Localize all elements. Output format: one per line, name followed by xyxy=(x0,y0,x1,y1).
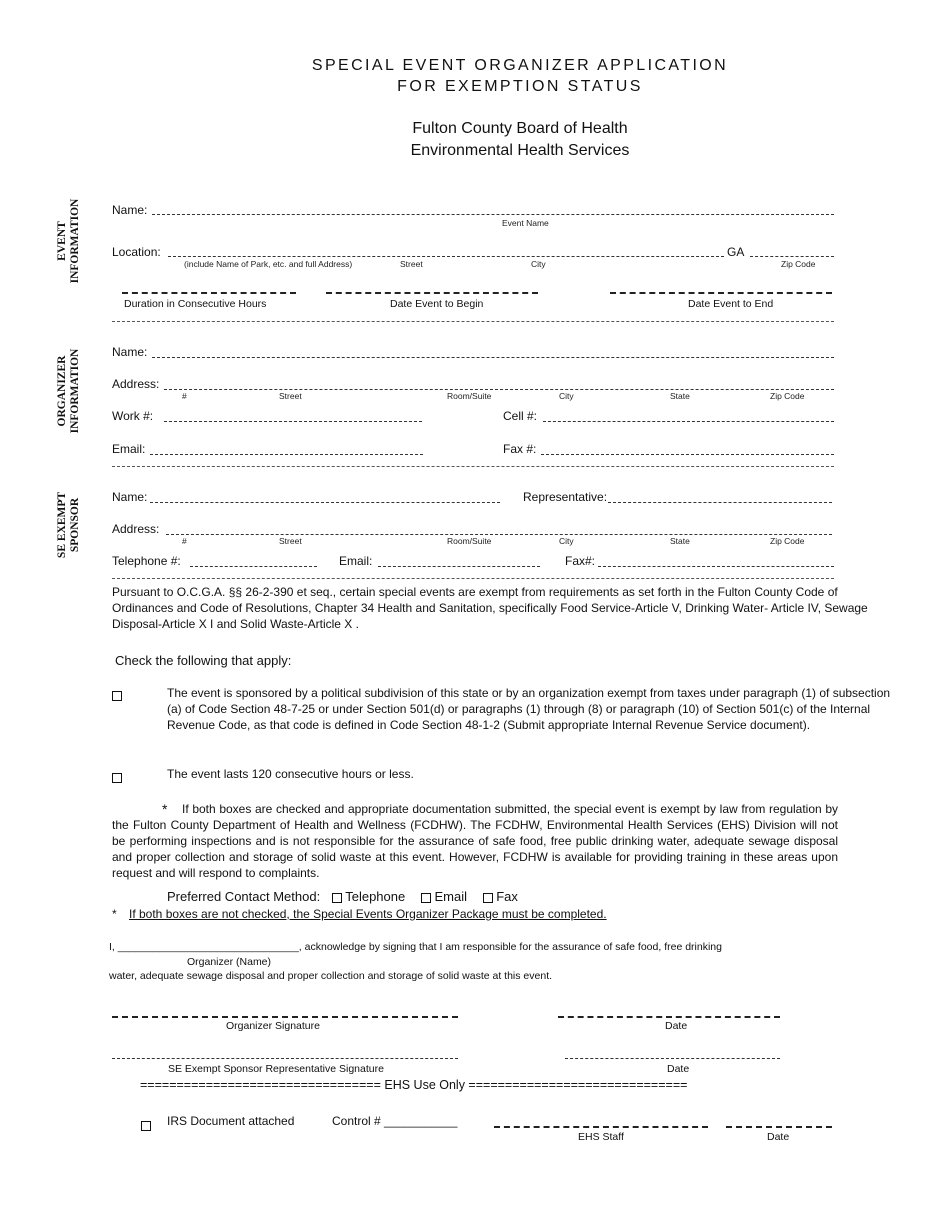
check-heading: Check the following that apply: xyxy=(115,653,292,668)
sponsor-name-label: Name: xyxy=(112,490,148,504)
contact-method-label: Preferred Contact Method: xyxy=(167,889,321,904)
organizer-address-field[interactable] xyxy=(164,389,834,390)
date-end-caption: Date Event to End xyxy=(688,298,774,310)
event-state-ga: GA xyxy=(727,245,745,259)
sponsor-date-caption: Date xyxy=(667,1063,690,1075)
sponsor-email-field[interactable] xyxy=(378,566,540,567)
event-location-field[interactable] xyxy=(168,256,724,257)
sponsor-state-caption: State xyxy=(670,536,690,546)
checkbox-item2-text: The event lasts 120 consecutive hours or less. xyxy=(167,767,414,781)
organizer-city-caption: City xyxy=(559,391,574,401)
organizer-zip-caption: Zip Code xyxy=(770,391,805,401)
ehs-staff-field[interactable] xyxy=(494,1126,708,1128)
org-name: Fulton County Board of Health xyxy=(412,120,628,137)
contact-telephone-checkbox[interactable] xyxy=(332,889,342,904)
section-divider xyxy=(112,578,834,579)
event-name-field[interactable] xyxy=(152,214,834,215)
organizer-fax-label: Fax #: xyxy=(503,442,537,456)
event-street-caption: Street xyxy=(400,259,423,269)
exemption-paragraph: If both boxes are checked and appropriate documentation submitted, the special event is exempt by law from regulation by the Fulton County Department of Health and Wellness (FCDHW). The FCDHW, Environmental Health Services (EHS) Division will not be performing inspections and is not responsible for the assurance of safe food, free public drinking water, adequate sewage disposal and proper collection and storage of solid waste at this event. However, FCDHW is available for providing training in these areas upon request and will respond to complaints. xyxy=(112,802,838,880)
sponsor-zip-caption: Zip Code xyxy=(770,536,805,546)
ehs-staff-caption: EHS Staff xyxy=(578,1131,624,1143)
organizer-date-field[interactable] xyxy=(558,1016,780,1018)
event-location-caption: (include Name of Park, etc. and full Address) xyxy=(184,259,353,269)
organizer-num-caption: # xyxy=(182,391,187,401)
sponsor-address-field[interactable] xyxy=(166,534,832,535)
ack-text: acknowledge by signing that I am responsible for the assurance of safe food, free drinking xyxy=(304,941,722,953)
ehs-date-caption: Date xyxy=(767,1131,790,1143)
organizer-signature-caption: Organizer Signature xyxy=(226,1020,320,1032)
duration-field[interactable] xyxy=(122,292,296,294)
date-end-field[interactable] xyxy=(610,292,832,294)
warning-asterisk: * xyxy=(112,907,117,921)
pursuant-paragraph: Pursuant to O.C.G.A. §§ 26-2-390 et seq., certain special events are exempt from requirements as set forth in the Fulton County Code of Ordinances and Code of Resolutions, Chapter 34 Health and Sanitation, specifically Food Service-Article V, Drinking Water- Article IV, Sewage Disposal-Article X I and Solid Waste-Article X . xyxy=(112,585,868,631)
ehs-date-field[interactable] xyxy=(726,1126,832,1128)
event-city-caption: City xyxy=(531,259,546,269)
organizer-work-label: Work #: xyxy=(112,409,154,423)
checkbox-sponsor-exempt[interactable] xyxy=(112,687,122,705)
ack-line2: water, adequate sewage disposal and proper collection and storage of solid waste at this event. xyxy=(109,970,553,982)
organizer-cell-label: Cell #: xyxy=(503,409,538,423)
date-begin-caption: Date Event to Begin xyxy=(390,298,484,310)
organizer-address-label: Address: xyxy=(112,377,160,391)
contact-email-label: Email xyxy=(434,889,467,904)
section-divider xyxy=(112,321,834,322)
organizer-signature-field[interactable] xyxy=(112,1016,458,1018)
organizer-date-caption: Date xyxy=(665,1020,688,1032)
organizer-email-label: Email: xyxy=(112,442,146,456)
sponsor-room-caption: Room/Suite xyxy=(447,536,492,546)
section-label-organizer: ORGANIZER INFORMATION xyxy=(56,348,81,434)
form-title-line2: FOR EXEMPTION STATUS xyxy=(397,78,643,95)
sponsor-name-field[interactable] xyxy=(150,502,500,503)
sponsor-signature-caption: SE Exempt Sponsor Representative Signature xyxy=(168,1063,384,1075)
sponsor-signature-field[interactable] xyxy=(112,1058,458,1059)
event-location-label: Location: xyxy=(112,245,161,259)
date-begin-field[interactable] xyxy=(326,292,538,294)
ack-name-caption: Organizer (Name) xyxy=(187,956,272,968)
sponsor-num-caption: # xyxy=(182,536,187,546)
asterisk-mark: * xyxy=(162,801,168,817)
contact-method-row xyxy=(167,889,518,904)
organizer-cell-field[interactable] xyxy=(543,421,834,422)
irs-document-label: IRS Document attached xyxy=(167,1114,295,1128)
checkbox-item1-text: The event is sponsored by a political subdivision of this state or by an organization exempt from taxes under paragraph (1) of subsection (a) of Code Section 48-7-25 or under Section 501(d) or paragraphs (1) through (8) or paragraph (10) of Section 501(c) of the Internal Revenue Code, as that code is defined in Code Section 48-1-2 (Submit appropriate Internal Revenue Service document). xyxy=(167,686,891,732)
sponsor-phone-field[interactable] xyxy=(190,566,317,567)
sponsor-street-caption: Street xyxy=(279,536,302,546)
sponsor-rep-label: Representative: xyxy=(523,490,608,504)
ehs-use-only-banner: ================================= EHS Use Only ============================== xyxy=(140,1078,688,1092)
organizer-name-label: Name: xyxy=(112,345,148,359)
sponsor-fax-label: Fax#: xyxy=(565,554,596,568)
organizer-street-caption: Street xyxy=(279,391,302,401)
sponsor-rep-field[interactable] xyxy=(608,502,832,503)
section-divider xyxy=(112,466,834,467)
control-number-field[interactable]: Control # ___________ xyxy=(332,1114,458,1128)
section-label-sponsor: SE EXEMPT SPONSOR xyxy=(56,491,81,559)
organizer-work-field[interactable] xyxy=(164,421,422,422)
organizer-room-caption: Room/Suite xyxy=(447,391,492,401)
event-name-label: Name: xyxy=(112,203,148,217)
contact-telephone-label: Telephone xyxy=(345,889,406,904)
contact-email-checkbox[interactable] xyxy=(421,889,431,904)
sponsor-address-label: Address: xyxy=(112,522,160,536)
organizer-fax-field[interactable] xyxy=(541,454,834,455)
ack-prefix: I, xyxy=(109,941,115,953)
section-label-event: EVENT INFORMATION xyxy=(56,198,81,284)
ack-line xyxy=(109,941,722,953)
duration-caption: Duration in Consecutive Hours xyxy=(124,298,267,310)
sponsor-date-field[interactable] xyxy=(565,1058,780,1059)
contact-fax-label: Fax xyxy=(496,889,518,904)
checkbox-duration[interactable] xyxy=(112,769,122,787)
sponsor-email-label: Email: xyxy=(339,554,373,568)
event-zip-field[interactable] xyxy=(750,256,834,257)
contact-fax-checkbox[interactable] xyxy=(483,889,493,904)
organizer-state-caption: State xyxy=(670,391,690,401)
event-zip-caption: Zip Code xyxy=(781,259,816,269)
event-name-caption: Event Name xyxy=(502,218,549,228)
sponsor-city-caption: City xyxy=(559,536,574,546)
ack-name-field[interactable]: _______________________________, xyxy=(117,941,302,953)
sponsor-phone-label: Telephone #: xyxy=(112,554,181,568)
organizer-email-field[interactable] xyxy=(150,454,423,455)
irs-document-checkbox[interactable] xyxy=(141,1117,151,1135)
org-division: Environmental Health Services xyxy=(410,142,630,159)
sponsor-fax-field[interactable] xyxy=(598,566,834,567)
not-checked-warning: If both boxes are not checked, the Special Events Organizer Package must be completed. xyxy=(129,907,607,921)
organizer-name-field[interactable] xyxy=(152,357,834,358)
form-title-line1: SPECIAL EVENT ORGANIZER APPLICATION xyxy=(311,57,729,74)
